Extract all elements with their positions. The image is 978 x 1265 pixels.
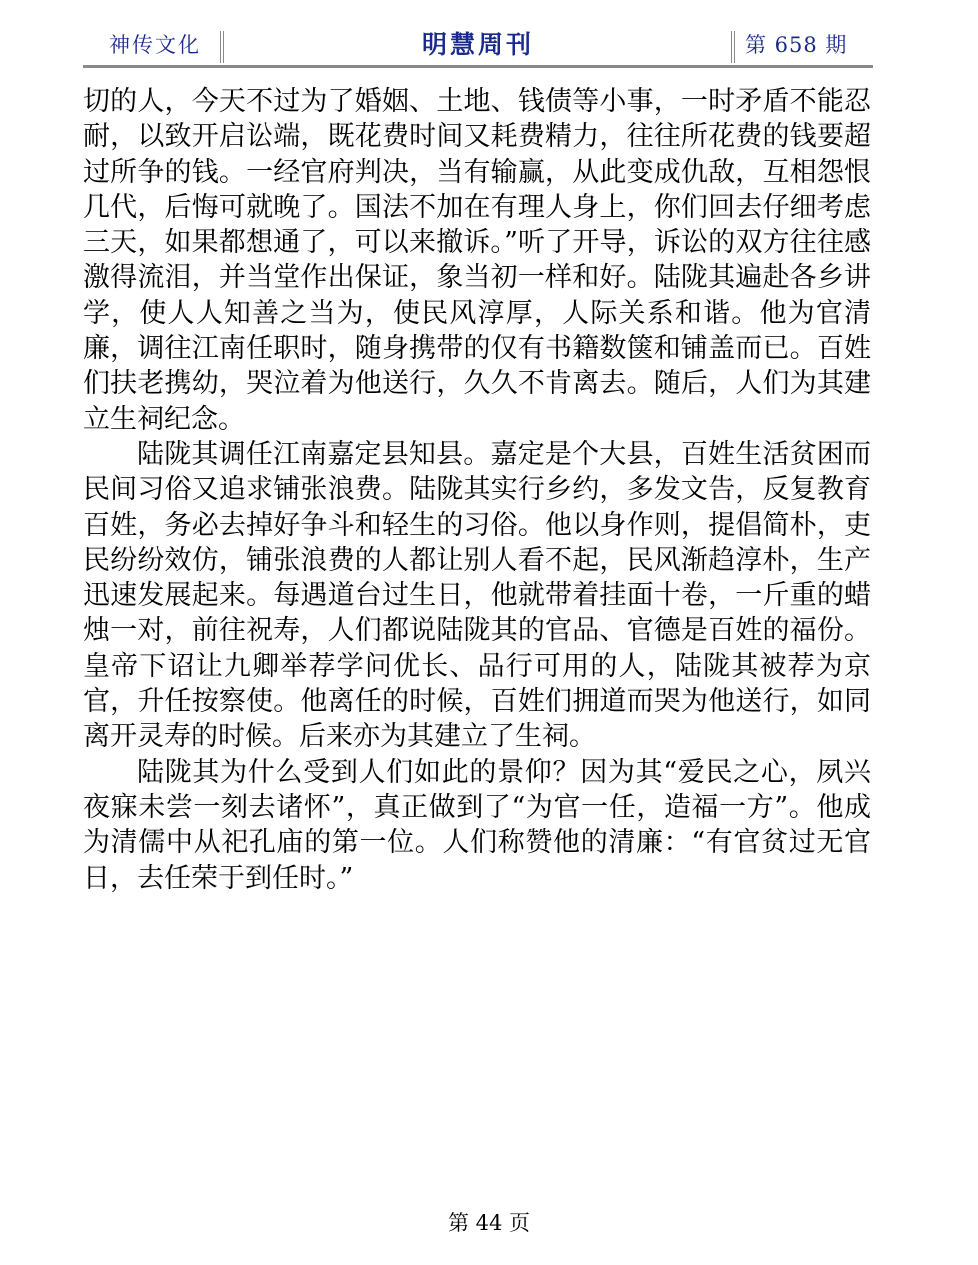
page-header [83, 27, 873, 67]
section-label: 神传文化 [109, 33, 201, 57]
paragraph: 陆陇其调任江南嘉定县知县。嘉定是个大县，百姓生活贫困而民间习俗又追求铺张浪费。陆陇其实行乡约，多发文告，反复教育百姓，务必去掉好争斗和轻生的习俗。他以身作则，提倡简朴，吏民纷纷效仿，铺张浪费的人都让别人看不起，民风渐趋淳朴，生产迅速发展起来。每遇道台过生日，他就带着挂面十卷，一斤重的蜡烛一对，前往祝寿，人们都说陆陇其的官品、官德是百姓的福份。皇帝下诏让九卿举荐学问优长、品行可用的人，陆陇其被荐为京官，升任按察使。他离任的时候，百姓们拥道而哭为他送行，如同离开灵寿的时候。后来亦为其建立了生祠。 [83, 438, 871, 753]
page-number: 第 44 页 [447, 1211, 531, 1235]
publication-title: 明慧周刊 [421, 30, 534, 59]
header-divider-right [731, 31, 735, 63]
issue-number: 第 658 期 [745, 33, 848, 57]
paragraph: 陆陇其为什么受到人们如此的景仰？因为其“爱民之心，夙兴夜寐未尝一刻去诸怀”，真正做到了“为官一任，造福一方”。他成为清儒中从祀孔庙的第一位。人们称赞他的清廉：“有官贫过无官日，去任荣于到任时。” [83, 756, 871, 894]
article-body [83, 84, 871, 896]
paragraph-continued: 切的人，今天不过为了婚姻、土地、钱债等小事，一时矛盾不能忍耐，以致开启讼端，既花费时间又耗费精力，往往所花费的钱要超过所争的钱。一经官府判决，当有输赢，从此变成仇敌，互相怨恨几代，后悔可就晚了。国法不加在有理人身上，你们回去仔细考虑三天，如果都想通了，可以来撤诉。”听了开导，诉讼的双方往往感激得流泪，并当堂作出保证，象当初一样和好。陆陇其遍赴各乡讲学，使人人知善之当为，使民风淳厚，人际关系和谐。他为官清廉，调往江南任职时，随身携带的仅有书籍数箧和铺盖而已。百姓们扶老携幼，哭泣着为他送行，久久不肯离去。随后，人们为其建立生祠纪念。 [83, 86, 871, 435]
header-rule [83, 65, 873, 68]
